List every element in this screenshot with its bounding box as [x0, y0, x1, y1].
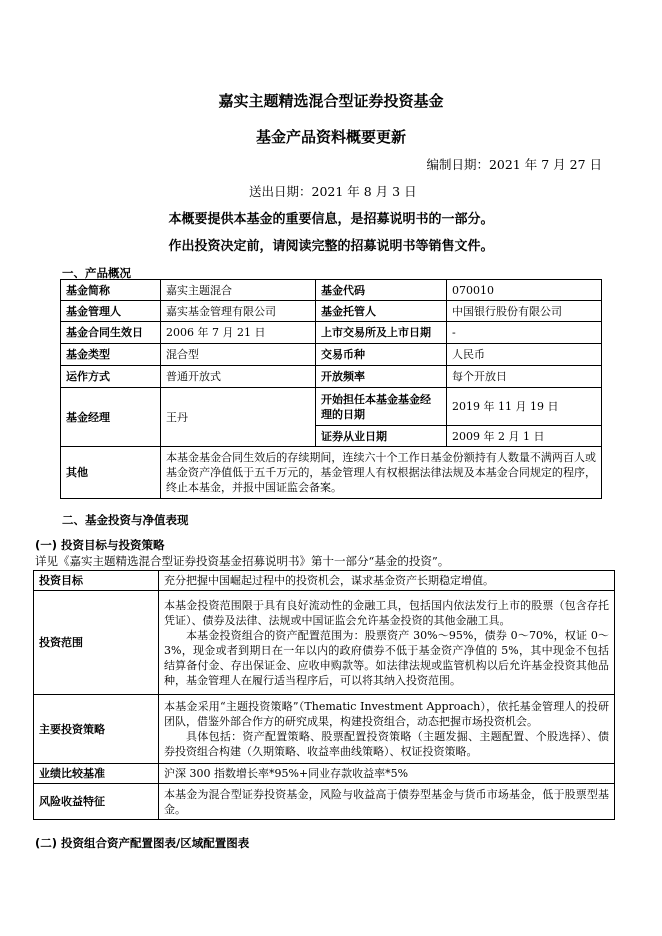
fund-name-label: 基金简称 [61, 280, 161, 301]
scope-paragraph-1: 本基金投资范围限于具有良好流动性的金融工具，包括国内依法发行上市的股票（包含存托凭证）、债券及法律、法规或中国证监会允许基金投资的其他金融工具。 [164, 598, 609, 627]
fm-career-value: 2009 年 2 月 1 日 [447, 426, 602, 447]
operation-value: 普通开放式 [161, 366, 316, 388]
listing-label: 上市交易所及上市日期 [316, 322, 447, 344]
custodian-label: 基金托管人 [316, 301, 447, 322]
benchmark-label: 业绩比较基准 [34, 764, 159, 784]
fm-start-label: 开始担任本基金基金经理的日期 [316, 388, 447, 426]
fund-manager-label: 基金管理人 [61, 301, 161, 322]
effective-date-value: 2006 年 7 月 21 日 [161, 322, 316, 344]
currency-label: 交易币种 [316, 344, 447, 366]
send-date: 送出日期：2021 年 8 月 3 日 [249, 184, 417, 199]
operation-label: 运作方式 [61, 366, 161, 388]
other-value: 本基金基金合同生效后的存续期间，连续六十个工作日基金份额持有人数量不满两百人或基金资产净值低于五千万元的，基金管理人有权根据法律法规及本基金合同规定的程序，终止本基金，并报中国证监会备案。 [161, 447, 602, 499]
document-subtitle: 基金产品资料概要更新 [255, 128, 406, 146]
strategy-paragraph-1: 本基金采用“主题投资策略”（Thematic Investment Approach），依托基金管理人的投研团队，借鉴外部合作方的研究成果，构建投资组合，动态把握市场投资机会。 [164, 700, 609, 728]
table-row [61, 344, 602, 366]
table-row [34, 571, 615, 591]
fm-career-label: 证券从业日期 [316, 426, 447, 447]
fund-code-value: 070010 [447, 280, 602, 301]
table-row [61, 388, 602, 426]
reference-text: 详见《嘉实主题精选混合型证券投资基金招募说明书》第十一部分“基金的投资”。 [35, 554, 450, 568]
fund-type-value: 混合型 [161, 344, 316, 366]
table-row [34, 591, 615, 695]
fund-name-value: 嘉实主题混合 [161, 280, 316, 301]
table-row [61, 447, 602, 499]
effective-date-label: 基金合同生效日 [61, 322, 161, 344]
frequency-label: 开放频率 [316, 366, 447, 388]
table-row [34, 695, 615, 764]
scope-paragraph-2: 本基金投资组合的资产配置范围为：股票资产 30%～95%，债券 0～70%，权证 0～3%，现金或者到期日在一年以内的政府债券不低于基金资产净值的 5%，其中现金不包括结算备付金、存出保证金、应收申购款等。如法律法规或监管机构以后允许基金投资其他品种，基金管理人在履行适当程序后，可以将其纳入投资范围。 [164, 628, 609, 687]
strategy-label: 主要投资策略 [34, 695, 159, 764]
scope-value [159, 591, 615, 695]
subsection-1-title: (一) 投资目标与投资策略 [35, 538, 165, 552]
table-row [61, 322, 602, 344]
other-label: 其他 [61, 447, 161, 499]
fund-manager-person-label: 基金经理 [61, 388, 161, 447]
fm-start-value: 2019 年 11 月 19 日 [447, 388, 602, 426]
risk-label: 风险收益特征 [34, 784, 159, 820]
fund-manager-value: 嘉实基金管理有限公司 [161, 301, 316, 322]
listing-value: - [447, 322, 602, 344]
investment-strategy-table [33, 570, 615, 820]
table-row [61, 301, 602, 322]
product-overview-table [60, 279, 602, 499]
table-row [61, 280, 602, 301]
section-2-title: 二、基金投资与净值表现 [62, 513, 189, 527]
fund-manager-person-value: 王丹 [161, 388, 316, 447]
frequency-value: 每个开放日 [447, 366, 602, 388]
benchmark-value: 沪深 300 指数增长率*95%+同业存款收益率*5% [159, 764, 615, 784]
scope-label: 投资范围 [34, 591, 159, 695]
strategy-paragraph-2: 具体包括：资产配置策略、股票配置投资策略（主题发掘、主题配置、个股选择）、债券投资组合构建（久期策略、收益率曲线策略）、权证投资策略。 [164, 730, 609, 758]
document-title: 嘉实主题精选混合型证券投资基金 [218, 92, 444, 110]
table-row [34, 784, 615, 820]
compile-date: 编制日期：2021 年 7 月 27 日 [426, 157, 602, 172]
section-1-title: 一、产品概况 [62, 266, 131, 280]
risk-value: 本基金为混合型证券投资基金，风险与收益高于债券型基金与货币市场基金，低于股票型基金。 [159, 784, 615, 820]
objective-value: 充分把握中国崛起过程中的投资机会，谋求基金资产长期稳定增值。 [159, 571, 615, 591]
notice-line-2: 作出投资决定前，请阅读完整的招募说明书等销售文件。 [168, 239, 494, 254]
currency-value: 人民币 [447, 344, 602, 366]
subsection-2-title: (二) 投资组合资产配置图表/区域配置图表 [35, 836, 250, 850]
table-row [61, 366, 602, 388]
fund-type-label: 基金类型 [61, 344, 161, 366]
table-row [34, 764, 615, 784]
objective-label: 投资目标 [34, 571, 159, 591]
custodian-value: 中国银行股份有限公司 [447, 301, 602, 322]
fund-code-label: 基金代码 [316, 280, 447, 301]
notice-line-1: 本概要提供本基金的重要信息，是招募说明书的一部分。 [168, 212, 494, 227]
strategy-value [159, 695, 615, 764]
